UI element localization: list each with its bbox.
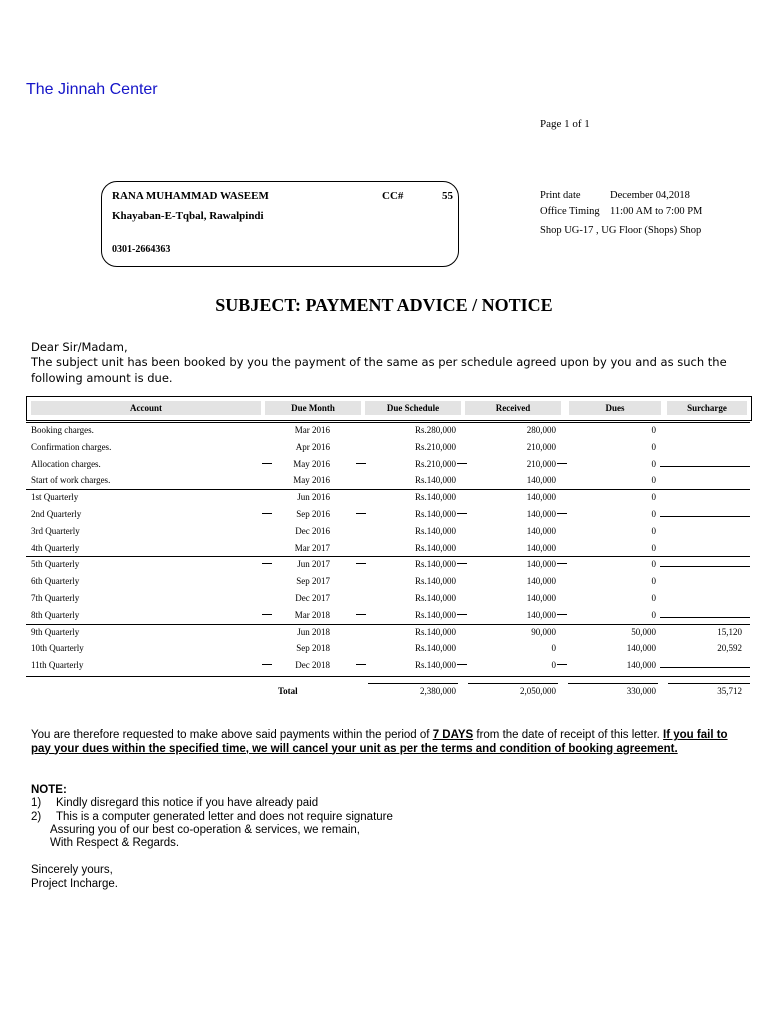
row-tick-mark <box>557 513 567 514</box>
header-account: Account <box>31 401 261 415</box>
print-date: December 04,2018 <box>610 190 690 201</box>
row-tick-mark <box>457 563 467 564</box>
row-divider <box>26 489 750 490</box>
respect-line: With Respect & Regards. <box>50 837 180 849</box>
cell-due-month: Dec 2017 <box>295 593 330 603</box>
row-tick-mark <box>262 563 272 564</box>
subject-heading: SUBJECT: PAYMENT ADVICE / NOTICE <box>215 295 553 315</box>
cell-account: Confirmation charges. <box>31 441 112 452</box>
cell-account: Booking charges. <box>31 425 94 435</box>
cell-account: 9th Quarterly <box>31 626 80 637</box>
cell-due-month: Sep 2016 <box>296 509 330 519</box>
note-1-number: 1) <box>31 797 42 809</box>
cell-due-schedule: Rs.140,000 <box>414 509 456 519</box>
print-date-label: Print date <box>540 190 581 201</box>
table-header <box>26 396 752 421</box>
surcharge-underline <box>660 667 750 668</box>
cell-due-month: Jun 2018 <box>297 626 330 637</box>
shop-info: Shop UG-17 , UG Floor (Shops) Shop <box>540 225 702 236</box>
row-tick-mark <box>356 614 366 615</box>
row-tick-mark <box>262 664 272 665</box>
cell-due-schedule: Rs.140,000 <box>414 660 456 671</box>
cell-received: 210,000 <box>526 441 556 452</box>
row-divider <box>26 624 750 625</box>
cell-surcharge: 20,592 <box>717 643 742 654</box>
surcharge-underline <box>660 466 750 467</box>
header-received: Received <box>465 401 561 415</box>
cell-account: 8th Quarterly <box>31 609 80 620</box>
header-dues: Dues <box>569 401 661 415</box>
total-label: Total <box>278 686 298 696</box>
cc-value: 55 <box>442 190 453 202</box>
days-highlight: 7 DAYS <box>432 729 474 741</box>
header-due-schedule: Due Schedule <box>365 401 461 415</box>
signoff-line: Project Incharge. <box>31 878 118 890</box>
cell-due-schedule: Rs.140,000 <box>414 593 456 603</box>
cell-due-month: May 2016 <box>293 458 330 469</box>
cell-due-schedule: Rs.210,000 <box>414 458 456 469</box>
total-dues: 330,000 <box>626 686 656 696</box>
cell-dues: 0 <box>651 559 656 570</box>
cell-due-month: Sep 2017 <box>296 576 330 587</box>
note-1: Kindly disregard this notice if you have already paid <box>56 797 319 809</box>
intro-paragraph: The subject unit has been booked by you the payment of the same as per schedule agreed upon by you and as such the following amount is due. <box>31 355 727 385</box>
row-tick-mark <box>457 614 467 615</box>
cell-due-schedule: Rs.280,000 <box>414 425 456 435</box>
customer-name: RANA MUHAMMAD WASEEM <box>112 190 269 202</box>
cell-dues: 0 <box>651 509 656 519</box>
cell-account: 4th Quarterly <box>31 542 80 553</box>
total-rule <box>568 683 658 684</box>
row-tick-mark <box>262 513 272 514</box>
assuring-line: Assuring you of our best co-operation & services, we remain, <box>50 824 361 836</box>
cell-dues: 0 <box>651 492 656 503</box>
cell-account: Start of work charges. <box>31 475 111 486</box>
cell-received: 0 <box>551 643 556 654</box>
cell-dues: 0 <box>651 525 656 536</box>
office-timing-label: Office Timing <box>540 206 600 217</box>
row-divider <box>26 422 750 423</box>
cell-due-schedule: Rs.140,000 <box>414 475 456 486</box>
cell-account: 6th Quarterly <box>31 576 80 587</box>
cell-due-month: May 2016 <box>293 475 330 486</box>
address-box <box>101 181 459 267</box>
request-text-2: from the date of receipt of this letter. <box>473 729 664 741</box>
cell-due-month: Sep 2018 <box>296 643 330 654</box>
cell-account: 1st Quarterly <box>31 492 79 503</box>
cell-due-schedule: Rs.140,000 <box>414 492 456 503</box>
total-rule <box>368 683 458 684</box>
cell-due-schedule: Rs.140,000 <box>414 525 456 536</box>
total-received: 2,050,000 <box>520 686 556 696</box>
cell-received: 140,000 <box>526 492 556 503</box>
total-rule <box>468 683 558 684</box>
cell-due-schedule: Rs.140,000 <box>414 542 456 553</box>
cell-dues: 140,000 <box>626 643 656 654</box>
row-tick-mark <box>557 664 567 665</box>
office-timing: 11:00 AM to 7:00 PM <box>610 206 703 217</box>
cell-due-month: Dec 2016 <box>295 525 330 536</box>
cell-due-schedule: Rs.140,000 <box>414 559 456 570</box>
cell-received: 140,000 <box>526 609 556 620</box>
cell-received: 90,000 <box>531 626 556 637</box>
row-tick-mark <box>262 463 272 464</box>
page-number: Page 1 of 1 <box>540 118 590 130</box>
cell-due-schedule: Rs.210,000 <box>414 441 456 452</box>
cell-due-schedule: Rs.140,000 <box>414 576 456 587</box>
request-text-1: You are therefore requested to make above said payments within the period of <box>31 729 433 741</box>
row-tick-mark <box>356 513 366 514</box>
cell-received: 0 <box>551 660 556 671</box>
note-2-number: 2) <box>31 811 42 823</box>
cell-dues: 0 <box>651 425 656 435</box>
cell-received: 140,000 <box>526 542 556 553</box>
cell-dues: 0 <box>651 593 656 603</box>
note-2: This is a computer generated letter and does not require signature <box>56 811 393 823</box>
greeting: Dear Sir/Madam, <box>31 340 128 354</box>
row-tick-mark <box>557 563 567 564</box>
cell-received: 280,000 <box>526 425 556 435</box>
cell-received: 140,000 <box>526 593 556 603</box>
row-divider <box>26 676 750 677</box>
total-rule <box>668 683 750 684</box>
cell-dues: 50,000 <box>631 626 656 637</box>
cell-dues: 0 <box>651 576 656 587</box>
surcharge-underline <box>660 516 750 517</box>
cell-dues: 0 <box>651 458 656 469</box>
row-tick-mark <box>356 463 366 464</box>
cell-due-month: Mar 2017 <box>294 542 330 553</box>
cell-due-month: Jun 2017 <box>297 559 330 570</box>
cell-account: 7th Quarterly <box>31 593 80 603</box>
footer-paragraph <box>31 729 746 756</box>
cell-due-month: Jun 2016 <box>297 492 330 503</box>
cell-dues: 140,000 <box>626 660 656 671</box>
cell-received: 210,000 <box>526 458 556 469</box>
header-surcharge: Surcharge <box>667 401 747 415</box>
cell-received: 140,000 <box>526 509 556 519</box>
cell-received: 140,000 <box>526 475 556 486</box>
row-tick-mark <box>356 664 366 665</box>
cell-dues: 0 <box>651 542 656 553</box>
cell-account: 11th Quarterly <box>31 660 84 671</box>
cancel-warning: If you fail to pay your dues within the specified time, we will cancel your unit as per the terms and condition of booking agreement. <box>31 729 728 755</box>
cc-label: CC# <box>382 190 404 202</box>
note-title: NOTE: <box>31 784 67 796</box>
row-tick-mark <box>356 563 366 564</box>
cell-received: 140,000 <box>526 525 556 536</box>
company-name: The Jinnah Center <box>26 81 158 98</box>
cell-account: Allocation charges. <box>31 458 101 469</box>
total-schedule: 2,380,000 <box>420 686 456 696</box>
row-tick-mark <box>457 463 467 464</box>
row-divider <box>26 556 750 557</box>
cell-dues: 0 <box>651 441 656 452</box>
cell-account: 5th Quarterly <box>31 559 80 570</box>
cell-account: 3rd Quarterly <box>31 525 80 536</box>
customer-phone: 0301-2664363 <box>112 244 171 255</box>
surcharge-underline <box>660 617 750 618</box>
cell-due-schedule: Rs.140,000 <box>414 643 456 654</box>
cell-account: 2nd Quarterly <box>31 509 82 519</box>
cell-due-month: Apr 2016 <box>295 441 330 452</box>
total-surcharge: 35,712 <box>717 686 742 696</box>
header-due-month: Due Month <box>265 401 361 415</box>
row-tick-mark <box>457 664 467 665</box>
cell-due-month: Mar 2016 <box>294 425 330 435</box>
row-tick-mark <box>457 513 467 514</box>
cell-received: 140,000 <box>526 559 556 570</box>
cell-due-month: Dec 2018 <box>295 660 330 671</box>
cell-surcharge: 15,120 <box>717 626 742 637</box>
cell-account: 10th Quarterly <box>31 643 84 654</box>
surcharge-underline <box>660 566 750 567</box>
row-tick-mark <box>557 463 567 464</box>
cell-dues: 0 <box>651 609 656 620</box>
customer-address: Khayaban-E-Tqbal, Rawalpindi <box>112 210 264 222</box>
cell-due-schedule: Rs.140,000 <box>414 626 456 637</box>
sincerely-line: Sincerely yours, <box>31 864 113 876</box>
row-tick-mark <box>262 614 272 615</box>
cell-received: 140,000 <box>526 576 556 587</box>
cell-due-schedule: Rs.140,000 <box>414 609 456 620</box>
cell-dues: 0 <box>651 475 656 486</box>
row-tick-mark <box>557 614 567 615</box>
cell-due-month: Mar 2018 <box>294 609 330 620</box>
